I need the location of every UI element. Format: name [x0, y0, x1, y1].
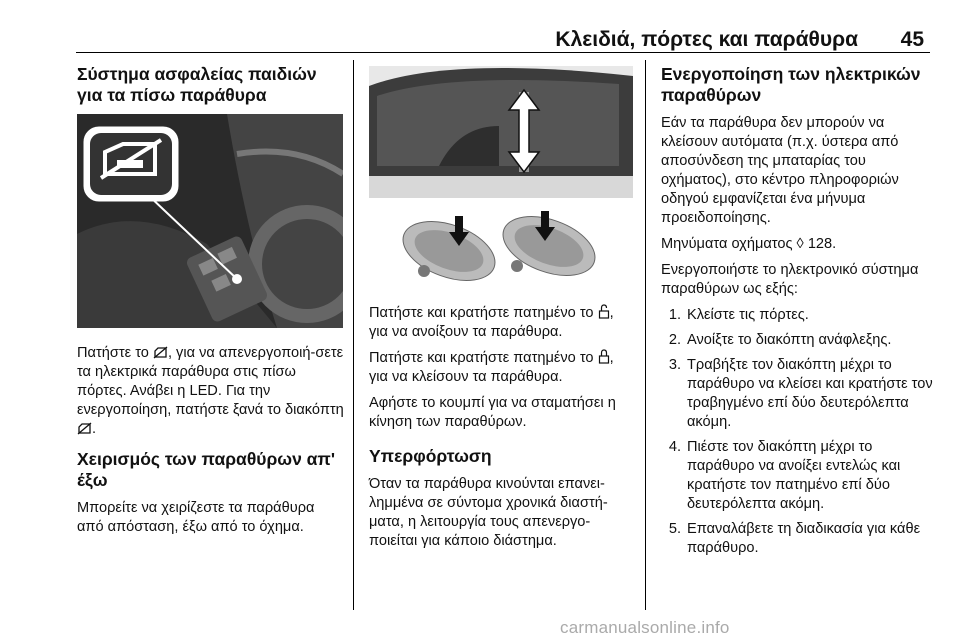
- step-item: [661, 356, 933, 432]
- header-rule: [76, 52, 930, 53]
- paragraph: Μπορείτε να χειρίζεστε τα παράθυρα από απόσταση, έξω από το όχημα.: [77, 500, 315, 535]
- column-left: [77, 64, 345, 544]
- section-heading: Σύστημα ασφαλείας παιδιών για τα πίσω παράθυρα: [77, 64, 317, 105]
- step-text: Ανοίξτε το διακόπτη ανάφλεξης.: [687, 332, 892, 348]
- column-middle: [369, 64, 635, 558]
- cross-reference: Μηνύματα οχήματος ◊ 128.: [661, 236, 837, 252]
- column-divider: [353, 60, 354, 610]
- step-item: [661, 438, 933, 514]
- paragraph: Πατήστε και κρατήστε πατημένο το , για να ανοίξουν τα παράθυρα.: [369, 305, 614, 340]
- step-text: Επαναλάβετε τη διαδικασία για κάθε παράθυρο.: [687, 521, 921, 556]
- column-divider: [645, 60, 646, 610]
- step-item: [661, 331, 933, 350]
- section-heading: Υπερφόρτωση: [369, 446, 492, 466]
- paragraph: Πατήστε και κρατήστε πατημένο το , για να κλείσουν τα παράθυρα.: [369, 350, 614, 385]
- page-number: 45: [900, 28, 924, 51]
- watermark: carmanualsonline.info: [560, 618, 730, 637]
- child-lock-icon: [77, 422, 92, 435]
- step-list: [661, 306, 933, 558]
- child-lock-icon: [153, 346, 168, 359]
- step-number: 3.: [668, 357, 681, 373]
- step-text: Κλείστε τις πόρτες.: [687, 307, 809, 323]
- page-header: [0, 24, 960, 52]
- chapter-title: Κλειδιά, πόρτες και παράθυρα: [555, 28, 858, 51]
- column-right: [661, 64, 933, 564]
- step-text: Πιέστε τον διακόπτη μέχρι το παράθυρο να ανοίξει εντελώς και κρατήστε τον πατημένο επί δύο δευτερόλεπτα ακόμη.: [687, 439, 901, 512]
- section-heading: Ενεργοποίηση των ηλεκτρικών παραθύρων: [661, 64, 921, 105]
- step-number: 4.: [668, 439, 681, 455]
- paragraph: Πατήστε το , για να απενεργοποιή-σετε τα ηλεκτρικά παράθυρα στις πίσω πόρτες. Ανάβει η LED. Για την ενεργοποίηση, πατήστε ξανά το διακόπτη .: [77, 345, 344, 437]
- step-text: Τραβήξτε τον διακόπτη μέχρι το παράθυρο να κλείσει και κρατήστε τον τραβηγμένο επί δύο δευτερόλεπτα ακόμη.: [687, 357, 933, 430]
- step-number: 2.: [668, 332, 681, 348]
- paragraph: Όταν τα παράθυρα κινούνται επανει-λημμένα σε σύντομα χρονικά διαστή-ματα, η λειτουργία τους απενεργο-ποιείται για κάποιο διάστημα.: [369, 476, 608, 549]
- section-heading: Χειρισμός των παραθύρων απ' έξω: [77, 449, 335, 490]
- lock-icon: [598, 349, 610, 364]
- unlock-icon: [598, 304, 610, 319]
- paragraph: Ενεργοποιήστε το ηλεκτρονικό σύστημα παραθύρων ως εξής:: [661, 262, 919, 297]
- paragraph: Εάν τα παράθυρα δεν μπορούν να κλείσουν αυτόματα (π.χ. ύστερα από αποσύνδεση της μπαταρίας του οχήματος), στο κέντρο πληροφοριών οδηγού εμφανίζεται ένα μήνυμα προειδοποίησης.: [661, 115, 899, 226]
- child-lock-switch-illustration: [77, 114, 343, 328]
- step-item: [661, 306, 933, 325]
- paragraph: Αφήστε το κουμπί για να σταματήσει η κίνηση των παραθύρων.: [369, 395, 616, 430]
- step-item: [661, 520, 933, 558]
- remote-window-operation-illustration: [369, 66, 633, 292]
- step-number: 5.: [668, 521, 681, 537]
- step-number: 1.: [668, 307, 681, 323]
